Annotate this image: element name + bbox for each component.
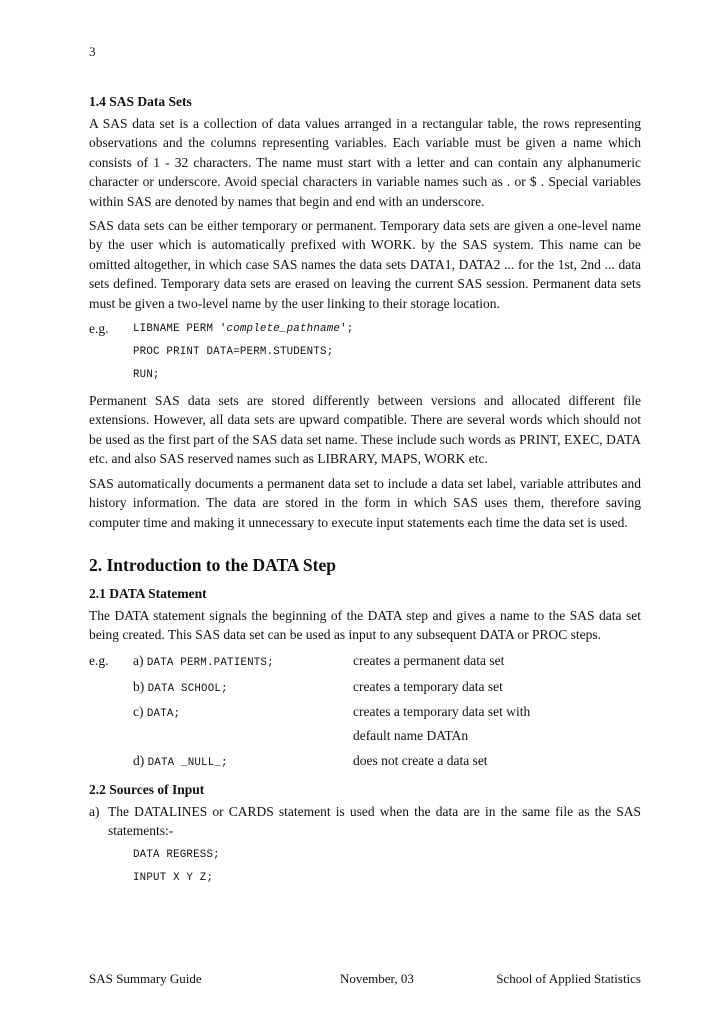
code-line: PROC PRINT DATA=PERM.STUDENTS; [133,346,334,359]
paragraph: The DATA statement signals the beginning of the DATA step and gives a name to the SAS data set being created. This SAS data set can be used as input to any subsequent DATA or PROC steps. [89,607,641,643]
paragraph: SAS data sets can be either temporary or permanent. Temporary data sets are given a one-level name by the user which is automatically prefixed with WORK. by the SAS system. This name can be omitted altogether, in which case SAS names the data sets DATA1, DATA2 ... for the 1st, 2nd ... data sets defined. Temporary data sets are erased on leaving the current SAS session. Permanent data sets must be given a two-level name by the user linking to their storage location. [89,218,641,311]
example-code: c) DATA; [133,703,181,720]
code-line: INPUT X Y Z; [133,871,214,884]
footer-center: November, 03 [340,971,414,986]
footer-left: SAS Summary Guide [89,971,202,986]
page-number: 3 [89,44,96,59]
paragraph: SAS automatically documents a permanent data set to include a data set label, variable attributes and history information. The data are stored in the form in which SAS uses them, therefore saving computer time and making it unnecessary to execute input statements each time the data set is used. [89,475,641,530]
section-heading-1-4: 1.4 SAS Data Sets [89,94,192,109]
example-code: d) DATA _NULL_; [133,752,228,769]
example-label: e.g. [89,321,109,337]
paragraph: Permanent SAS data sets are stored differently between versions and allocated different file extensions. However, all data sets are upward compatible. There are several words which should not be used as the first part of the SAS data set name. These include such words as PRINT, EXEC, DATA etc. and also SAS reserved names such as LIBRARY, MAPS, WORK etc. [89,393,641,467]
code-placeholder: complete_pathname [226,323,341,336]
code-line: DATA REGRESS; [133,848,220,861]
example-description: creates a temporary data set with [353,703,531,719]
list-item [89,802,641,841]
list-item-text: The DATALINES or CARDS statement is used when the data are in the same file as the SAS statements:- [108,803,641,839]
section-heading-2-2: 2.2 Sources of Input [89,781,205,797]
code-example [89,318,641,387]
data-statement-examples [89,650,641,774]
section-heading-2-1: 2.1 DATA Statement [89,585,207,601]
example-description: creates a permanent data set [353,652,505,668]
code-line: LIBNAME PERM 'complete_pathname'; [133,323,354,336]
example-description: creates a temporary data set [353,678,503,694]
example-label: e.g. [89,652,109,668]
list-marker: a) [89,803,100,819]
page-content [89,92,641,890]
example-description-continued: default name DATAn [353,727,469,743]
footer-right: School of Applied Statistics [496,971,641,986]
example-code: a) DATA PERM.PATIENTS; [133,652,274,669]
example-description: does not create a data set [353,752,488,768]
code-line: RUN; [133,369,160,382]
paragraph: A SAS data set is a collection of data values arranged in a rectangular table, the rows representing observations and the columns representing variables. Each variable must be given a name which consists of 1 - 32 characters. The name must start with a letter and can contain any alphanumeric character or underscore. Avoid special characters in variable names such as . or $ . Special variables within SAS are denoted by names that begin and end with an underscore. [89,116,641,209]
chapter-heading-2: 2. Introduction to the DATA Step [89,554,336,575]
example-code: b) DATA SCHOOL; [133,678,228,695]
